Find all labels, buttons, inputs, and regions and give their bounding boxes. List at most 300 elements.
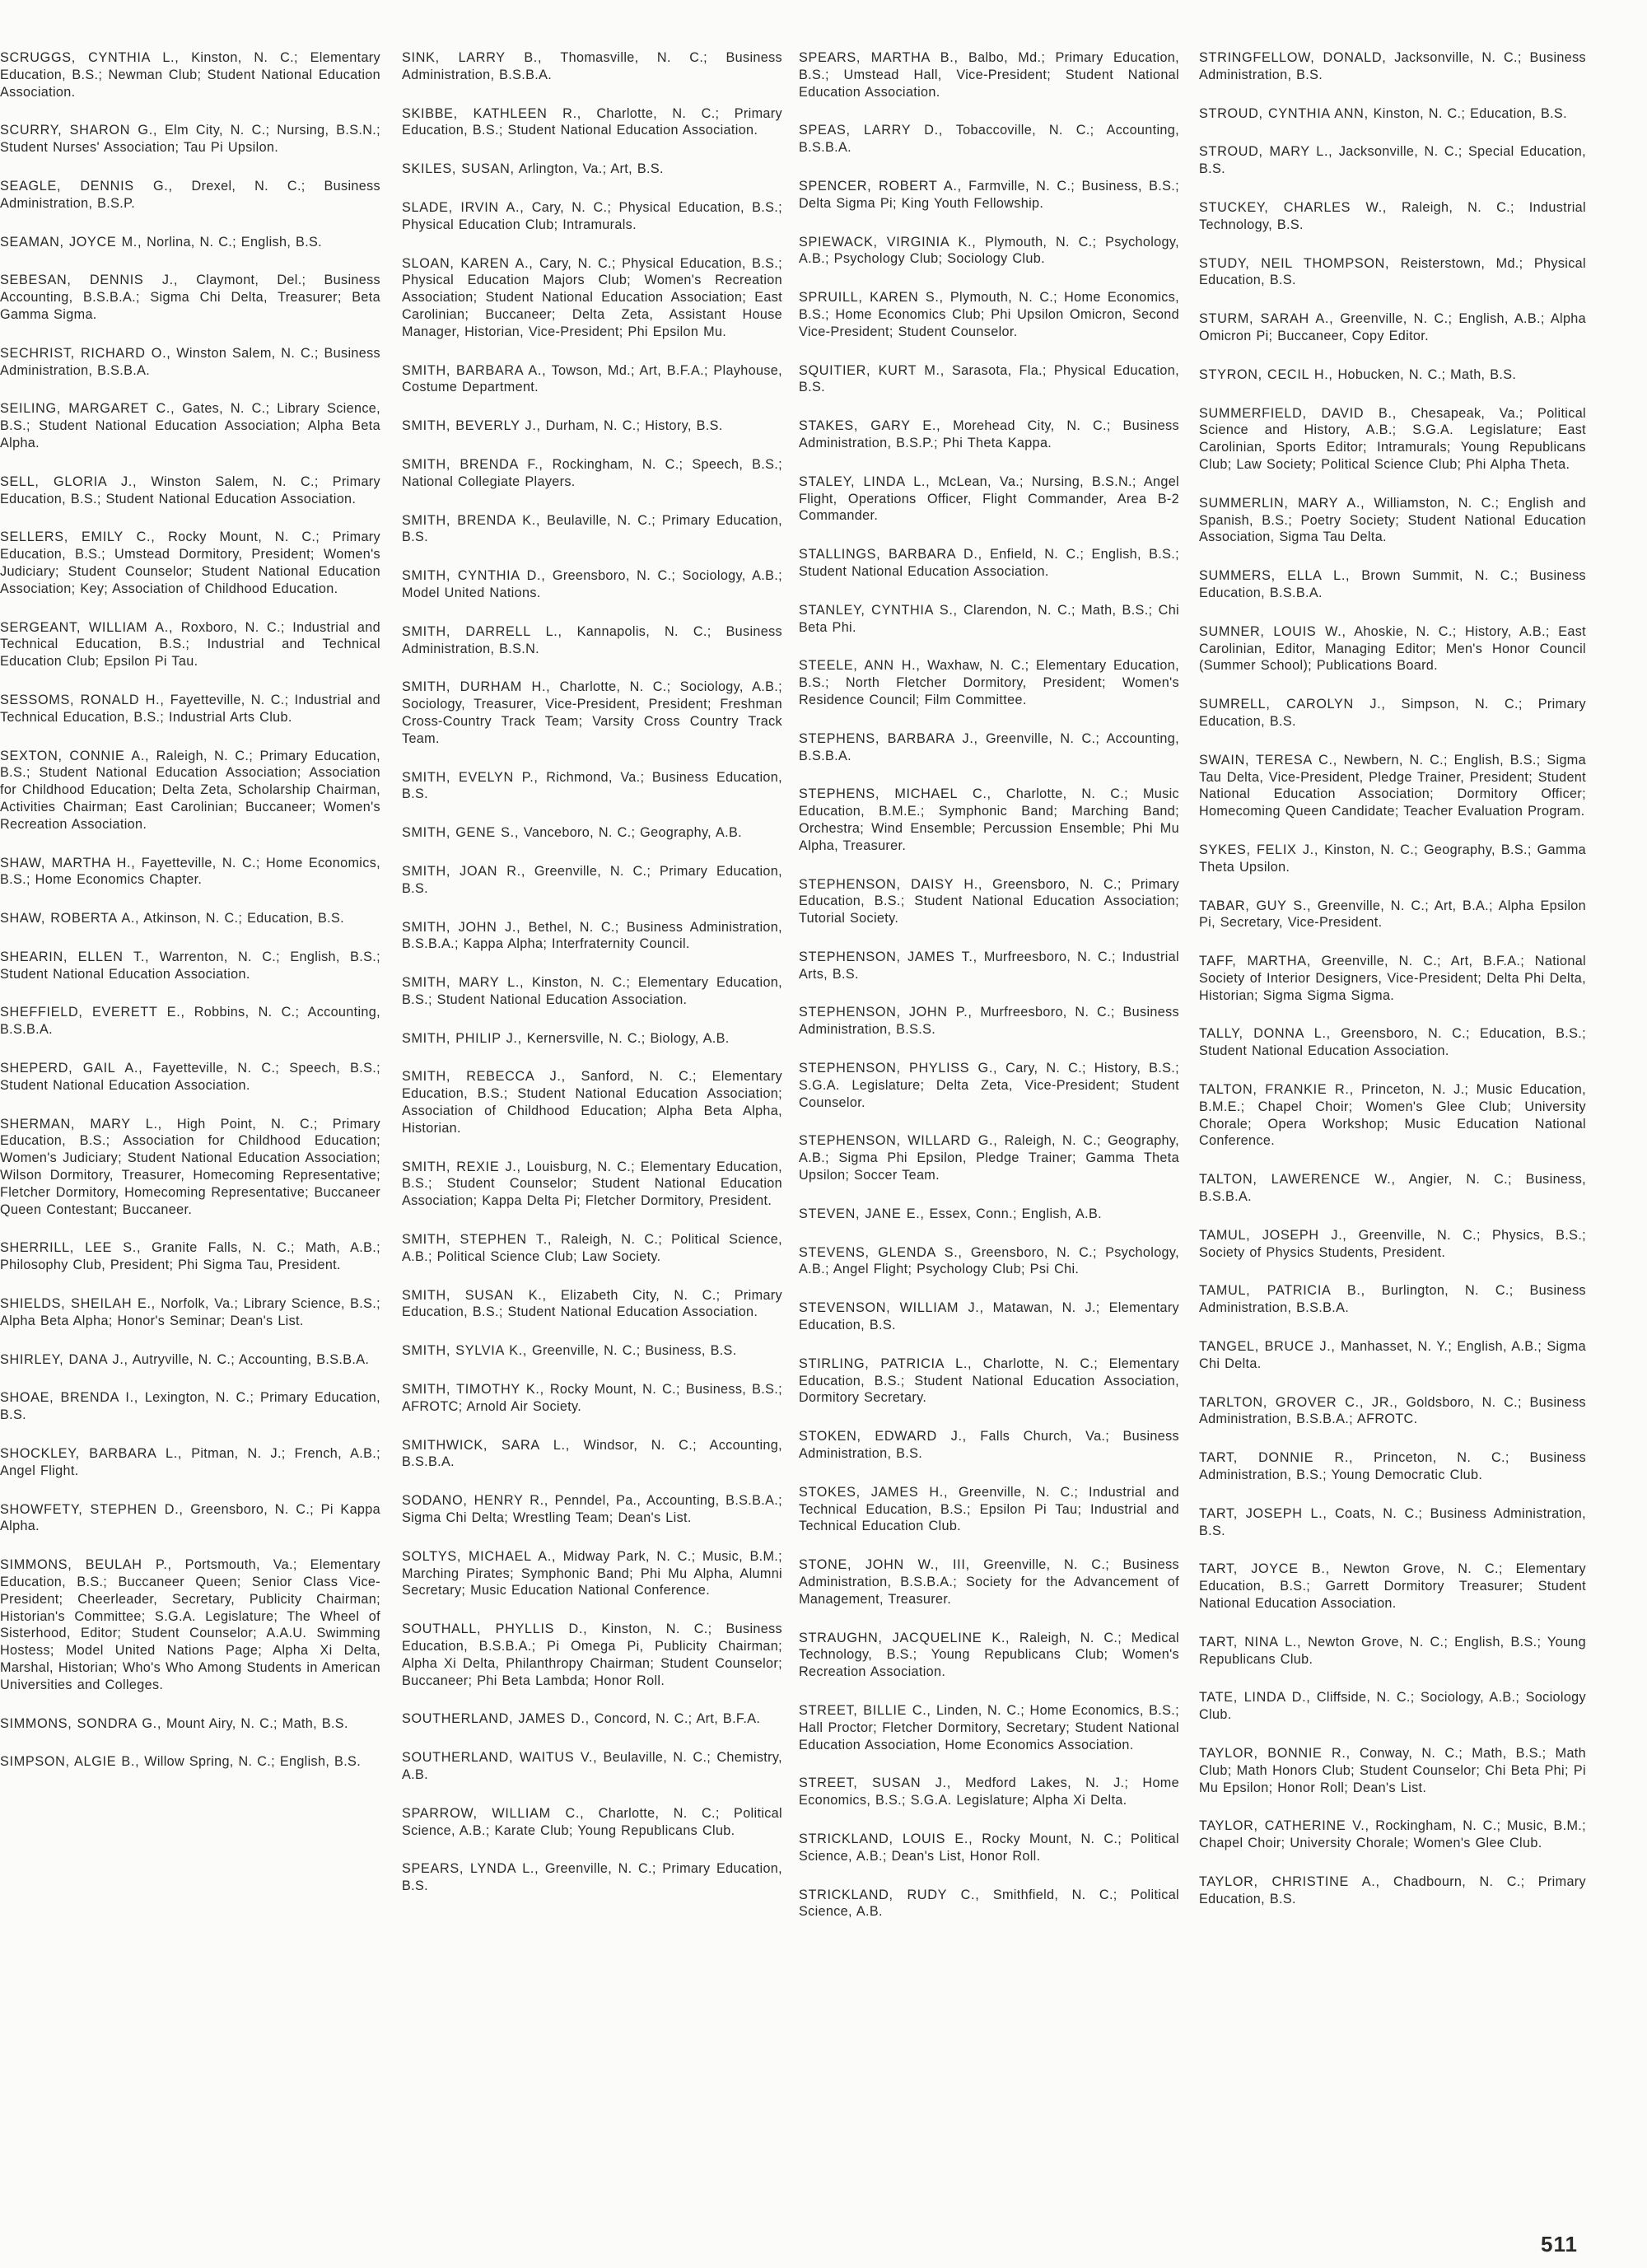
student-name: SUMMERFIELD, DAVID B., xyxy=(1199,405,1397,421)
student-name: STREET, SUSAN J., xyxy=(799,1776,951,1791)
student-details: Winston Salem, N. C.; Business Administration, B.S.B.A. xyxy=(0,345,380,378)
student-name: STALLINGS, BARBARA D., xyxy=(799,547,982,562)
student-name: SHEFFIELD, EVERETT E., xyxy=(0,1005,185,1020)
student-entry xyxy=(0,272,380,323)
student-entry xyxy=(1199,1025,1586,1060)
student-entry xyxy=(1199,696,1586,730)
student-entry xyxy=(799,786,1179,854)
student-details: Pitman, N. J.; French, A.B.; Angel Flight. xyxy=(0,1446,380,1478)
student-entry xyxy=(799,289,1179,340)
student-details: Balbo, Md.; Primary Education, B.S.; Umstead Hall, Vice-President; Student National Education Association. xyxy=(799,50,1180,100)
student-name: STEPHENSON, DAISY H., xyxy=(799,876,983,892)
student-entry xyxy=(402,418,782,435)
student-name: SODANO, HENRY R., xyxy=(402,1493,548,1509)
student-name: STEELE, ANN H., xyxy=(799,658,921,674)
student-details: Smithfield, N. C.; Political Science, A.B. xyxy=(799,1887,1179,1920)
student-name: SKIBBE, KATHLEEN R., xyxy=(402,105,581,121)
student-entry xyxy=(1199,1874,1586,1908)
student-entry xyxy=(402,1159,782,1210)
column-1 xyxy=(0,49,380,1792)
student-entry xyxy=(1199,842,1586,876)
student-details: Greensboro, N. C.; Education, B.S.; Student National Education Association. xyxy=(1199,1026,1586,1059)
student-details: Warrenton, N. C.; English, B.S.; Student National Education Association. xyxy=(0,949,380,982)
student-entry xyxy=(402,974,782,1009)
student-details: Claymont, Del.; Business Accounting, B.S.B.A.; Sigma Chi Delta, Treasurer; Beta Gamma Sigma. xyxy=(0,273,381,322)
student-details: Beulaville, N. C.; Chemistry, A.B. xyxy=(402,1750,782,1782)
student-name: SELLERS, EMILY C., xyxy=(0,530,156,545)
student-entry xyxy=(799,1004,1179,1038)
student-name: STRICKLAND, LOUIS E., xyxy=(799,1831,973,1846)
student-entry xyxy=(402,1548,782,1599)
student-details: Mount Airy, N. C.; Math, B.S. xyxy=(166,1715,348,1731)
student-details: Charlotte, N. C.; Music Education, B.M.E.; Symphonic Band; Marching Band; Orchestra; Wind Ensemble; Percussion Ensemble; Phi Mu Alpha, Treasurer. xyxy=(799,786,1179,853)
student-entry xyxy=(799,1060,1179,1111)
student-entry xyxy=(799,362,1179,397)
student-entry xyxy=(0,1556,380,1693)
student-entry xyxy=(0,1715,380,1733)
student-details: Reisterstown, Md.; Physical Education, B.S. xyxy=(1199,255,1586,288)
student-entry xyxy=(0,178,380,212)
student-name: SKILES, SUSAN, xyxy=(402,161,515,177)
student-details: Falls Church, Va.; Business Administration, B.S. xyxy=(799,1429,1180,1462)
student-details: Farmville, N. C.; Business, B.S.; Delta Sigma Pi; King Youth Fellowship. xyxy=(799,178,1179,211)
student-details: Kannapolis, N. C.; Business Administration, B.S.N. xyxy=(402,623,782,656)
student-name: TART, NINA L., xyxy=(1199,1634,1302,1650)
student-details: Newton Grove, N. C.; English, B.S.; Young Republicans Club. xyxy=(1199,1634,1586,1667)
student-entry xyxy=(799,122,1179,156)
student-entry xyxy=(402,49,782,84)
student-details: Jacksonville, N. C.; Special Education, B.S. xyxy=(1199,144,1586,177)
student-name: SPEARS, LYNDA L., xyxy=(402,1861,539,1877)
column-2 xyxy=(402,49,782,1916)
student-entry xyxy=(1199,405,1586,474)
student-entry xyxy=(402,1621,782,1689)
student-entry xyxy=(0,1501,380,1536)
student-name: SPENCER, ROBERT A., xyxy=(799,178,962,194)
student-name: STURM, SARAH A., xyxy=(1199,311,1334,327)
student-entry xyxy=(1199,1282,1586,1317)
student-name: TARLTON, GROVER C., JR., xyxy=(1199,1394,1398,1410)
student-name: SMITH, BARBARA A., xyxy=(402,362,547,378)
student-name: SMITH, REXIE J., xyxy=(402,1159,521,1174)
student-name: SINK, LARRY B., xyxy=(402,50,543,65)
student-entry xyxy=(402,679,782,747)
student-entry xyxy=(0,692,380,726)
student-name: SMITH, BRENDA F., xyxy=(402,456,544,472)
student-details: Greenville, N. C.; Primary Education, B.S. xyxy=(402,863,782,896)
student-entry xyxy=(0,748,380,833)
student-details: Winston Salem, N. C.; Primary Education, B.S.; Student National Education Association. xyxy=(0,474,380,506)
student-entry xyxy=(0,400,380,451)
student-name: SQUITIER, KURT M., xyxy=(799,362,945,378)
student-entry xyxy=(0,234,380,251)
student-details: Waxhaw, N. C.; Elementary Education, B.S.; North Fletcher Dormitory, President; Women's Residence Council; Film Committee. xyxy=(799,658,1179,707)
student-entry xyxy=(402,919,782,954)
student-details: Angier, N. C.; Business, B.S.B.A. xyxy=(1199,1172,1587,1205)
page-number: 511 xyxy=(1541,2232,1578,2256)
student-entry xyxy=(799,657,1179,708)
student-entry xyxy=(799,1356,1179,1407)
student-entry xyxy=(0,1295,380,1330)
student-name: SEILING, MARGARET C., xyxy=(0,401,175,417)
student-name: STROUD, MARY L., xyxy=(1199,144,1333,160)
student-entry xyxy=(799,474,1179,525)
student-details: Midway Park, N. C.; Music, B.M.; Marching Pirates; Symphonic Band; Phi Mu Alpha, Alumni Secretary; Music Education National Conference. xyxy=(402,1548,782,1598)
student-details: Bethel, N. C.; Business Administration, B.S.B.A.; Kappa Alpha; Interfraternity Council. xyxy=(402,919,782,952)
student-details: Tobaccoville, N. C.; Accounting, B.S.B.A. xyxy=(799,123,1179,156)
student-name: SELL, GLORIA J., xyxy=(0,474,138,489)
student-details: Portsmouth, Va.; Elementary Education, B.S.; Buccaneer Queen; Senior Class Vice-President; Cheerleader, Secretary, Publicity Chairman; Historian's Committee; S.G.A. Legislature; The Wheel of Sisterhood, Editor; Student Counselor; A.A.U. Swimming Hostess; Model United Nations Page; Alpha Xi Delta, Marshal, Historian; Who's Who Among Students in American Universities and Colleges. xyxy=(0,1557,380,1692)
student-details: Kinston, N. C.; Elementary Education, B.S.; Student National Education Association. xyxy=(402,975,782,1007)
student-entry xyxy=(0,1753,380,1771)
student-entry xyxy=(799,1702,1179,1753)
student-entry xyxy=(1199,143,1586,178)
student-details: Towson, Md.; Art, B.F.A.; Playhouse, Costume Department. xyxy=(402,362,782,395)
student-details: Greenville, N. C.; English, A.B.; Alpha Omicron Pi; Buccaneer, Copy Editor. xyxy=(1199,311,1586,343)
student-name: SMITH, TIMOTHY K., xyxy=(402,1382,544,1398)
student-name: SERGEANT, WILLIAM A., xyxy=(0,619,174,635)
student-name: SCRUGGS, CYNTHIA L., xyxy=(0,50,180,65)
student-details: Raleigh, N. C.; Political Science, A.B.; Political Science Club; Law Society. xyxy=(402,1232,782,1264)
student-name: TAFF, MARTHA, xyxy=(1199,954,1311,969)
student-details: Durham, N. C.; History, B.S. xyxy=(545,418,723,434)
student-name: SEAGLE, DENNIS G., xyxy=(0,178,173,194)
student-entry xyxy=(799,730,1179,765)
student-entry xyxy=(1199,1561,1586,1612)
student-details: Greenville, N. C.; Physics, B.S.; Society of Physics Students, President. xyxy=(1199,1227,1587,1260)
student-entry xyxy=(799,602,1179,637)
student-details: Concord, N. C.; Art, B.F.A. xyxy=(594,1711,761,1727)
student-name: SIMPSON, ALGIE B., xyxy=(0,1754,140,1770)
student-name: SMITH, CYNTHIA D., xyxy=(402,568,546,584)
student-details: Kinston, N. C.; Geography, B.S.; Gamma Theta Upsilon. xyxy=(1199,842,1587,875)
student-name: TAMUL, PATRICIA B., xyxy=(1199,1283,1365,1299)
student-details: Autryville, N. C.; Accounting, B.S.B.A. xyxy=(132,1351,370,1367)
student-entry xyxy=(1199,1689,1586,1724)
student-details: Essex, Conn.; English, A.B. xyxy=(929,1206,1102,1221)
student-details: Thomasville, N. C.; Business Administration, B.S.B.A. xyxy=(402,50,782,82)
student-details: Linden, N. C.; Home Economics, B.S.; Hall Proctor; Fletcher Dormitory, Secretary; Student National Education Association, Home Economics Association. xyxy=(799,1703,1179,1752)
student-details: Greensboro, N. C.; Primary Education, B.S.; Student National Education Association; Tutorial Society. xyxy=(799,876,1179,926)
student-entry xyxy=(402,1710,782,1728)
student-name: SPEARS, MARTHA B., xyxy=(799,50,959,65)
student-name: SPRUILL, KAREN S., xyxy=(799,290,944,306)
student-entry xyxy=(0,619,380,670)
student-details: McLean, Va.; Nursing, B.S.N.; Angel Flight, Operations Officer, Flight Commander, Area B-2 Commander. xyxy=(799,474,1179,524)
student-details: Murfreesboro, N. C.; Industrial Arts, B.S. xyxy=(799,949,1179,982)
student-details: Norfolk, Va.; Library Science, B.S.; Alpha Beta Alpha; Honor's Seminar; Dean's List. xyxy=(0,1296,381,1328)
student-name: STANLEY, CYNTHIA S., xyxy=(799,602,958,618)
student-entry xyxy=(799,1887,1179,1921)
student-entry xyxy=(799,1556,1179,1608)
student-details: Raleigh, N. C.; Geography, A.B.; Sigma Phi Epsilon, Pledge Trainer; Gamma Theta Upsilon; Soccer Team. xyxy=(799,1133,1179,1183)
student-details: Charlotte, N. C.; Sociology, A.B.; Sociology, Treasurer, Vice-President, President; Freshman Cross-Country Track Team; Varsity Cross Country Track Team. xyxy=(402,679,782,746)
student-details: Fayetteville, N. C.; Home Economics, B.S.; Home Economics Chapter. xyxy=(0,855,380,888)
student-entry xyxy=(1199,953,1586,1004)
student-details: Rockingham, N. C.; Speech, B.S.; National Collegiate Players. xyxy=(402,456,782,489)
student-entry xyxy=(402,863,782,898)
student-entry xyxy=(402,567,782,602)
student-details: Enfield, N. C.; English, B.S.; Student National Education Association. xyxy=(799,547,1179,579)
student-name: SEBESAN, DENNIS J., xyxy=(0,273,179,288)
student-details: Greenville, N. C.; Business, B.S. xyxy=(532,1343,737,1359)
student-entry xyxy=(799,1428,1179,1463)
student-details: Medford Lakes, N. J.; Home Economics, B.S.; S.G.A. Legislature; Alpha Xi Delta. xyxy=(799,1776,1179,1808)
student-name: SHEPERD, GAIL A., xyxy=(0,1061,143,1076)
student-details: Cary, N. C.; Physical Education, B.S.; Physical Education Majors Club; Women's Recreation Association; Student National Education Association; East Carolinian; Buccaneer; Delta Zeta, Assistant House Manager, Historian, Vice-President; Phi Epsilon Mu. xyxy=(402,255,782,339)
student-entry xyxy=(799,949,1179,983)
student-details: Williamston, N. C.; English and Spanish, B.S.; Poetry Society; Student National Education Association, Sigma Tau Delta. xyxy=(1199,495,1586,545)
student-name: STALEY, LINDA L., xyxy=(799,474,931,489)
student-details: Kernersville, N. C.; Biology, A.B. xyxy=(526,1030,730,1046)
student-name: STOKEN, EDWARD J., xyxy=(799,1429,967,1444)
student-details: Vanceboro, N. C.; Geography, A.B. xyxy=(523,825,742,841)
student-details: Conway, N. C.; Math, B.S.; Math Club; Math Honors Club; Student Counselor; Chi Beta Phi; Pi Mu Epsilon; Honor Roll; Dean's List. xyxy=(1199,1746,1587,1795)
student-entry xyxy=(799,1244,1179,1279)
student-name: STOKES, JAMES H., xyxy=(799,1484,949,1500)
student-name: SMITH, JOAN R., xyxy=(402,863,526,879)
student-details: Penndel, Pa., Accounting, B.S.B.A.; Sigma Chi Delta; Wrestling Team; Dean's List. xyxy=(402,1493,782,1526)
student-name: SPEAS, LARRY D., xyxy=(799,123,943,138)
student-entry xyxy=(1199,199,1586,234)
student-details: Greensboro, N. C.; Psychology, A.B.; Angel Flight; Psychology Club; Psi Chi. xyxy=(799,1244,1179,1277)
student-entry xyxy=(402,512,782,547)
student-name: SMITH, DURHAM H., xyxy=(402,679,551,695)
student-details: Kinston, N. C.; Elementary Education, B.S.; Newman Club; Student National Education Association. xyxy=(0,50,380,100)
student-name: SMITH, BEVERLY J., xyxy=(402,418,541,434)
student-entry xyxy=(0,1060,380,1094)
student-entry xyxy=(1199,1338,1586,1373)
student-details: Elizabeth City, N. C.; Primary Education, B.S.; Student National Education Association. xyxy=(402,1287,782,1320)
student-name: STRINGFELLOW, DONALD, xyxy=(1199,50,1387,65)
student-name: SMITH, SUSAN K., xyxy=(402,1287,547,1303)
student-details: Rocky Mount, N. C.; Political Science, A.B.; Dean's List, Honor Roll. xyxy=(799,1831,1179,1864)
student-name: SHOWFETY, STEPHEN D., xyxy=(0,1501,184,1517)
student-name: STRICKLAND, RUDY C., xyxy=(799,1887,980,1902)
student-details: Cary, N. C.; History, B.S.; S.G.A. Legislature; Delta Zeta, Vice-President; Student Counselor. xyxy=(799,1061,1179,1110)
student-details: Rocky Mount, N. C.; Business, B.S.; AFROTC; Arnold Air Society. xyxy=(402,1382,782,1414)
student-name: TAYLOR, BONNIE R., xyxy=(1199,1746,1351,1761)
student-name: SUMNER, LOUIS W., xyxy=(1199,623,1346,639)
student-details: Sanford, N. C.; Elementary Education, B.S.; Student National Education Association; Association of Childhood Education; Alpha Beta Alpha, Historian. xyxy=(402,1069,783,1136)
student-entry xyxy=(799,876,1179,927)
student-details: Atkinson, N. C.; Education, B.S. xyxy=(143,911,344,926)
student-details: Manhasset, N. Y.; English, A.B.; Sigma Chi Delta. xyxy=(1199,1339,1586,1371)
student-entry xyxy=(799,1206,1179,1223)
student-name: TAYLOR, CATHERINE V., xyxy=(1199,1818,1369,1834)
student-name: STIRLING, PATRICIA L., xyxy=(799,1356,973,1371)
student-name: STEVENSON, WILLIAM J., xyxy=(799,1300,984,1316)
student-entry xyxy=(0,949,380,983)
student-entry xyxy=(402,1030,782,1048)
student-name: SECHRIST, RICHARD O., xyxy=(0,345,171,361)
student-details: Greenville, N. C.; Art, B.A.; Alpha Epsilon Pi, Secretary, Vice-President. xyxy=(1199,898,1586,931)
student-details: High Point, N. C.; Primary Education, B.S.; Association for Childhood Education; Women's Judiciary; Student National Education Association; Wilson Dormitory, Treasurer, Homecoming Representative; Fletcher Dormitory, Homecoming Representative; Buccaneer Queen Contestant; Buccaneer. xyxy=(0,1116,380,1217)
student-name: SHOAE, BRENDA I., xyxy=(0,1390,139,1406)
student-details: Cliffside, N. C.; Sociology, A.B.; Sociology Club. xyxy=(1199,1690,1586,1723)
student-name: SHOCKLEY, BARBARA L., xyxy=(0,1446,183,1462)
student-details: Princeton, N. C.; Business Administration, B.S.; Young Democratic Club. xyxy=(1199,1450,1587,1483)
student-details: Robbins, N. C.; Accounting, B.S.B.A. xyxy=(0,1005,380,1038)
student-entry xyxy=(0,49,380,100)
student-entry xyxy=(799,418,1179,452)
student-details: Drexel, N. C.; Business Administration, B.S.P. xyxy=(0,178,380,211)
student-details: Newbern, N. C.; English, B.S.; Sigma Tau Delta, Vice-President, Pledge Trainer, President; Student National Education Association; Dormitory Officer; Homecoming Queen Candidate; Teacher Evaluation Program. xyxy=(1199,752,1586,819)
student-entry xyxy=(799,234,1179,268)
student-details: Princeton, N. J.; Music Education, B.M.E.; Chapel Choir; Women's Glee Club; University Chorale; Opera Workshop; Music Education National Conference. xyxy=(1199,1082,1586,1149)
student-entry xyxy=(0,1116,380,1219)
student-details: Simpson, N. C.; Primary Education, B.S. xyxy=(1199,697,1586,729)
column-3 xyxy=(799,49,1179,1942)
student-entry xyxy=(0,1389,380,1424)
student-entry xyxy=(799,1630,1179,1681)
student-entry xyxy=(402,362,782,397)
student-entry xyxy=(0,855,380,889)
student-details: Greenville, N. C.; Art, B.F.A.; National Society of Interior Designers, Vice-President; Delta Phi Delta, Historian; Sigma Sigma Sigma. xyxy=(1199,954,1587,1003)
student-name: TALLY, DONNA L., xyxy=(1199,1026,1331,1042)
student-details: Rockingham, N. C.; Music, B.M.; Chapel Choir; University Chorale; Women's Glee Club. xyxy=(1199,1818,1586,1851)
student-name: SIMMONS, BEULAH P., xyxy=(0,1557,172,1573)
student-details: Plymouth, N. C.; Psychology, A.B.; Psychology Club; Sociology Club. xyxy=(799,234,1179,267)
student-details: Fayetteville, N. C.; Industrial and Technical Education, B.S.; Industrial Arts Club. xyxy=(0,692,380,725)
student-name: SMITH, STEPHEN T., xyxy=(402,1232,553,1248)
student-details: Murfreesboro, N. C.; Business Administration, B.S.S. xyxy=(799,1005,1179,1038)
student-details: Lexington, N. C.; Primary Education, B.S. xyxy=(0,1390,380,1423)
student-details: Brown Summit, N. C.; Business Education, B.S.B.A. xyxy=(1199,568,1586,600)
student-name: STEPHENS, MICHAEL C., xyxy=(799,786,991,802)
student-name: STEPHENSON, WILLARD G., xyxy=(799,1133,998,1149)
student-details: Raleigh, N. C.; Primary Education, B.S.; Student National Education Association; Association for Childhood Education; Delta Zeta, Scholarship Chairman, Activities Chairman; East Carolinian; Buccaneer; Women's Recreation Association. xyxy=(0,748,380,832)
student-name: STUCKEY, CHARLES W., xyxy=(1199,199,1387,215)
student-entry xyxy=(1199,1818,1586,1852)
student-details: Gates, N. C.; Library Science, B.S.; Student National Education Association; Alpha Beta Alpha. xyxy=(0,401,380,450)
student-name: STEPHENS, BARBARA J., xyxy=(799,730,978,746)
student-entry xyxy=(1199,1449,1586,1484)
student-name: STEPHENSON, PHYLISS G., xyxy=(799,1061,998,1076)
student-entry xyxy=(402,255,782,341)
student-details: Louisburg, N. C.; Elementary Education, B.S.; Student Counselor; Student National Education Association; Kappa Delta Pi; Fletcher Dormitory, President. xyxy=(402,1159,782,1209)
student-name: SMITHWICK, SARA L., xyxy=(402,1437,570,1453)
student-entry xyxy=(0,122,380,156)
student-entry xyxy=(402,769,782,804)
student-details: Greensboro, N. C.; Sociology, A.B.; Model United Nations. xyxy=(402,568,782,600)
student-name: SOLTYS, MICHAEL A., xyxy=(402,1548,557,1564)
student-details: Clarendon, N. C.; Math, B.S.; Chi Beta Phi. xyxy=(799,602,1179,635)
student-name: SOUTHERLAND, WAITUS V., xyxy=(402,1750,598,1766)
student-name: SPARROW, WILLIAM C., xyxy=(402,1805,585,1821)
student-entry xyxy=(1199,1634,1586,1668)
student-name: TAYLOR, CHRISTINE A., xyxy=(1199,1874,1380,1889)
student-entry xyxy=(0,1004,380,1038)
student-entry xyxy=(0,1351,380,1369)
student-name: TART, JOYCE B., xyxy=(1199,1561,1330,1577)
student-name: TAMUL, JOSEPH J., xyxy=(1199,1227,1347,1243)
student-name: SIMMONS, SONDRA G., xyxy=(0,1715,162,1731)
column-4 xyxy=(1199,49,1586,1930)
student-name: SLADE, IRVIN A., xyxy=(402,199,525,215)
student-entry xyxy=(1199,1081,1586,1150)
student-details: Greenville, N. C.; Industrial and Technical Education, B.S.; Epsilon Pi Tau; Industrial and Technical Education Club. xyxy=(799,1484,1179,1534)
student-details: Willow Spring, N. C.; English, B.S. xyxy=(144,1754,362,1770)
student-name: SEAMAN, JOYCE M., xyxy=(0,234,142,250)
student-entry xyxy=(799,178,1179,212)
student-entry xyxy=(1199,1171,1586,1206)
student-entry xyxy=(1199,898,1586,932)
student-name: TABAR, GUY S., xyxy=(1199,898,1312,913)
student-details: Raleigh, N. C.; Medical Technology, B.S.; Young Republicans Club; Women's Recreation Association. xyxy=(799,1630,1179,1680)
student-name: SHIELDS, SHEILAH E., xyxy=(0,1296,156,1312)
student-name: STAKES, GARY E., xyxy=(799,418,941,434)
student-name: TATE, LINDA D., xyxy=(1199,1690,1311,1706)
student-entry xyxy=(1199,105,1586,123)
student-name: SYKES, FELIX J., xyxy=(1199,842,1319,857)
student-details: Norlina, N. C.; English, B.S. xyxy=(147,234,323,250)
student-entry xyxy=(1199,255,1586,290)
student-details: Coats, N. C.; Business Administration, B.S. xyxy=(1199,1505,1586,1538)
student-name: SESSOMS, RONALD H., xyxy=(0,692,165,707)
student-name: SMITH, GENE S., xyxy=(402,825,520,841)
student-name: SWAIN, TERESA C., xyxy=(1199,752,1337,768)
student-name: TART, DONNIE R., xyxy=(1199,1450,1354,1466)
student-name: STEPHENSON, JAMES T., xyxy=(799,949,977,964)
student-details: Rocky Mount, N. C.; Primary Education, B.S.; Umstead Dormitory, President; Women's Judiciary; Student Counselor; Student National Education Association; Key; Association of Childhood Education. xyxy=(0,530,380,596)
student-details: Newton Grove, N. C.; Elementary Education, B.S.; Garrett Dormitory Treasurer; Student National Education Association. xyxy=(1199,1561,1586,1612)
student-name: TALTON, FRANKIE R., xyxy=(1199,1082,1354,1098)
student-entry xyxy=(0,910,380,927)
student-entry xyxy=(402,105,782,140)
student-name: SCURRY, SHARON G., xyxy=(0,123,158,138)
student-name: SHAW, MARTHA H., xyxy=(0,855,136,870)
student-details: Hobucken, N. C.; Math, B.S. xyxy=(1337,366,1517,382)
student-details: Fayetteville, N. C.; Speech, B.S.; Student National Education Association. xyxy=(0,1061,380,1093)
student-entry xyxy=(0,1445,380,1480)
student-entry xyxy=(799,1300,1179,1334)
student-details: Arlington, Va.; Art, B.S. xyxy=(518,161,664,177)
student-name: STEVEN, JANE E., xyxy=(799,1206,925,1221)
student-entry xyxy=(402,1381,782,1416)
student-name: SMITH, PHILIP J., xyxy=(402,1030,522,1046)
student-details: Morehead City, N. C.; Business Administration, B.S.P.; Phi Theta Kappa. xyxy=(799,418,1179,450)
student-details: Kinston, N. C.; Education, B.S. xyxy=(1373,105,1567,121)
student-name: STEPHENSON, JOHN P., xyxy=(799,1005,973,1020)
student-details: Cary, N. C.; Physical Education, B.S.; Physical Education Club; Intramurals. xyxy=(402,199,782,232)
student-entry xyxy=(1199,366,1586,384)
student-details: Kinston, N. C.; Business Education, B.S.B.A.; Pi Omega Pi, Publicity Chairman; Alpha Xi Delta, Philanthropy Chairman; Student Counselor; Buccaneer; Phi Beta Lambda; Honor Roll. xyxy=(402,1622,782,1688)
student-name: SMITH, REBECCA J., xyxy=(402,1069,566,1085)
student-name: SHERRILL, LEE S., xyxy=(0,1240,142,1256)
student-entry xyxy=(0,345,380,380)
student-entry xyxy=(0,474,380,508)
student-details: Sarasota, Fla.; Physical Education, B.S. xyxy=(799,362,1179,395)
student-details: Greensboro, N. C.; Pi Kappa Alpha. xyxy=(0,1501,380,1534)
student-entry xyxy=(0,529,380,597)
student-entry xyxy=(799,546,1179,581)
student-entry xyxy=(402,1805,782,1840)
student-entry xyxy=(402,1342,782,1360)
student-details: Greenville, N. C.; Business Administration, B.S.B.A.; Society for the Advancement of Management, Treasurer. xyxy=(799,1557,1179,1607)
student-entry xyxy=(1199,623,1586,674)
student-name: TALTON, LAWERENCE W., xyxy=(1199,1172,1396,1188)
student-name: SMITH, BRENDA K., xyxy=(402,512,541,528)
student-name: SMITH, MARY L., xyxy=(402,975,525,991)
student-entry xyxy=(1199,49,1586,84)
student-entry xyxy=(799,49,1179,100)
student-details: Charlotte, N. C.; Elementary Education, B.S.; Student National Education Association, Dormitory Secretary. xyxy=(799,1356,1180,1406)
student-name: SHERMAN, MARY L., xyxy=(0,1116,162,1132)
student-entry xyxy=(799,1775,1179,1809)
student-entry xyxy=(799,1132,1179,1183)
student-entry xyxy=(0,1239,380,1274)
